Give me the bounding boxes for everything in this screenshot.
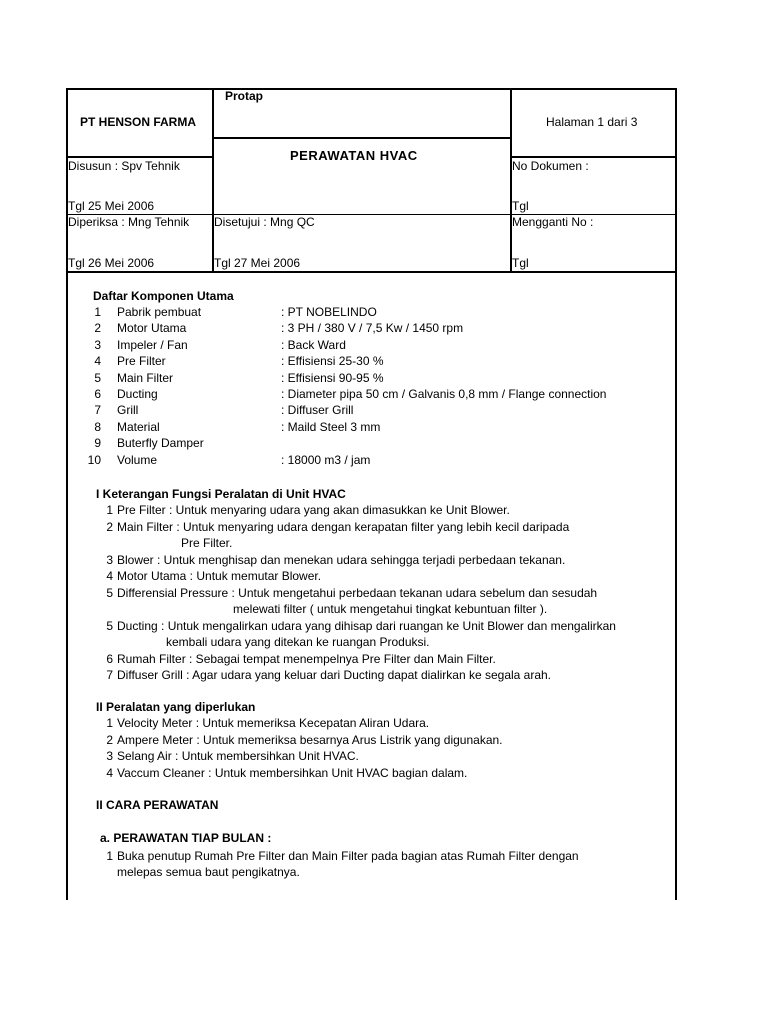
no-dokumen-label: No Dokumen : (512, 159, 589, 173)
item-number: 3 (106, 749, 113, 763)
list-item: Buka penutup Rumah Pre Filter dan Main Filter pada bagian atas Rumah Filter dengan (117, 849, 579, 863)
page-indicator: Halaman 1 dari 3 (546, 115, 638, 129)
item-number: 3 (106, 552, 113, 567)
mengganti-date: Tgl (512, 256, 529, 270)
list-item: Main Filter : Untuk menyaring udara dengan kerapatan filter yang lebih kecil daripada (117, 519, 570, 534)
item-number: 1 (106, 849, 113, 863)
list-item-continuation: melewati filter ( untuk mengetahui tingkat kebuntuan filter ). (233, 602, 548, 616)
protap-label: Protap (225, 89, 264, 103)
component-name: Pre Filter (117, 354, 166, 369)
section1-heading: I Keterangan Fungsi Peralatan di Unit HVAC (96, 487, 346, 501)
item-number: 7 (106, 668, 113, 682)
mengganti-label: Mengganti No : (512, 215, 594, 229)
item-number: 2 (106, 519, 113, 534)
component-value: : Diameter pipa 50 cm / Galvanis 0,8 mm / Flange connection (281, 387, 607, 401)
list-item: Vaccum Cleaner : Untuk membersihkan Unit HVAC bagian dalam. (117, 765, 468, 780)
item-number: 1 (106, 503, 113, 517)
list-item: Rumah Filter : Sebagai tempat menempelnya Pre Filter dan Main Filter. (117, 651, 496, 666)
component-number: 1 (94, 305, 101, 319)
item-number: 5 (106, 585, 113, 600)
component-name: Ducting (117, 387, 158, 401)
component-name: Grill (117, 403, 139, 418)
component-number: 8 (94, 419, 101, 434)
component-number: 3 (94, 337, 101, 352)
component-value: : PT NOBELINDO (281, 305, 377, 319)
no-dokumen-date: Tgl (512, 199, 529, 213)
component-value: : 18000 m3 / jam (281, 452, 371, 467)
component-value: : Back Ward (281, 337, 346, 352)
component-value: : Effisiensi 90-95 % (281, 370, 384, 385)
component-number: 10 (87, 452, 101, 467)
component-name: Volume (117, 452, 158, 467)
component-name: Buterfly Damper (117, 436, 204, 451)
disetujui-label: Disetujui : Mng QC (214, 215, 315, 229)
component-number: 5 (94, 370, 101, 385)
component-name: Motor Utama (117, 321, 187, 336)
item-number: 2 (106, 732, 113, 747)
list-item-continuation: kembali udara yang ditekan ke ruangan Produksi. (166, 635, 430, 649)
component-number: 2 (94, 321, 101, 336)
document-title: PERAWATAN HVAC (290, 148, 418, 163)
section2-heading: II Peralatan yang diperlukan (96, 700, 256, 714)
component-number: 7 (94, 403, 101, 418)
list-item: Pre Filter : Untuk menyaring udara yang akan dimasukkan ke Unit Blower. (117, 503, 510, 517)
section3-subheading: a. PERAWATAN TIAP BULAN : (100, 831, 272, 845)
list-item: Selang Air : Untuk membersihkan Unit HVAC. (117, 749, 359, 763)
list-item: Ducting : Untuk mengalirkan udara yang dihisap dari ruangan ke Unit Blower dan mengalirkan (117, 618, 616, 633)
item-number: 1 (106, 716, 113, 730)
item-number: 4 (106, 569, 113, 583)
list-item: Diffuser Grill : Agar udara yang keluar dari Ducting dapat dialirkan ke segala arah. (117, 668, 552, 682)
disusun-label: Disusun : Spv Tehnik (68, 159, 180, 173)
list-item-continuation: melepas semua baut pengikatnya. (117, 865, 300, 879)
component-value: : Diffuser Grill (281, 403, 354, 418)
component-number: 4 (94, 354, 101, 369)
item-number: 6 (106, 651, 113, 666)
component-name: Pabrik pembuat (117, 305, 202, 319)
component-value: : Effisiensi 25-30 % (281, 354, 384, 369)
item-number: 5 (106, 618, 113, 633)
company-name: PT HENSON FARMA (80, 115, 197, 129)
component-name: Main Filter (117, 370, 174, 385)
components-heading: Daftar Komponen Utama (93, 289, 234, 303)
component-number: 6 (94, 387, 101, 401)
component-name: Impeler / Fan (117, 337, 188, 352)
item-number: 4 (106, 765, 113, 780)
list-item: Ampere Meter : Untuk memeriksa besarnya Arus Listrik yang digunakan. (117, 732, 503, 747)
disetujui-date: Tgl 27 Mei 2006 (214, 256, 301, 270)
diperiksa-label: Diperiksa : Mng Tehnik (68, 215, 190, 229)
component-value: : Maild Steel 3 mm (281, 419, 381, 434)
list-item: Blower : Untuk menghisap dan menekan udara sehingga terjadi perbedaan tekanan. (117, 552, 566, 567)
list-item: Velocity Meter : Untuk memeriksa Kecepatan Aliran Udara. (117, 716, 430, 730)
component-number: 9 (94, 436, 101, 451)
list-item: Differensial Pressure : Untuk mengetahui perbedaan tekanan udara sebelum dan sesudah (117, 585, 598, 600)
diperiksa-date: Tgl 26 Mei 2006 (68, 256, 155, 270)
list-item: Motor Utama : Untuk memutar Blower. (117, 569, 322, 583)
disusun-date: Tgl 25 Mei 2006 (68, 199, 155, 213)
list-item-continuation: Pre Filter. (181, 536, 233, 550)
component-name: Material (117, 419, 160, 434)
component-value: : 3 PH / 380 V / 7,5 Kw / 1450 rpm (281, 321, 464, 336)
section3-heading: II CARA PERAWATAN (96, 798, 219, 812)
